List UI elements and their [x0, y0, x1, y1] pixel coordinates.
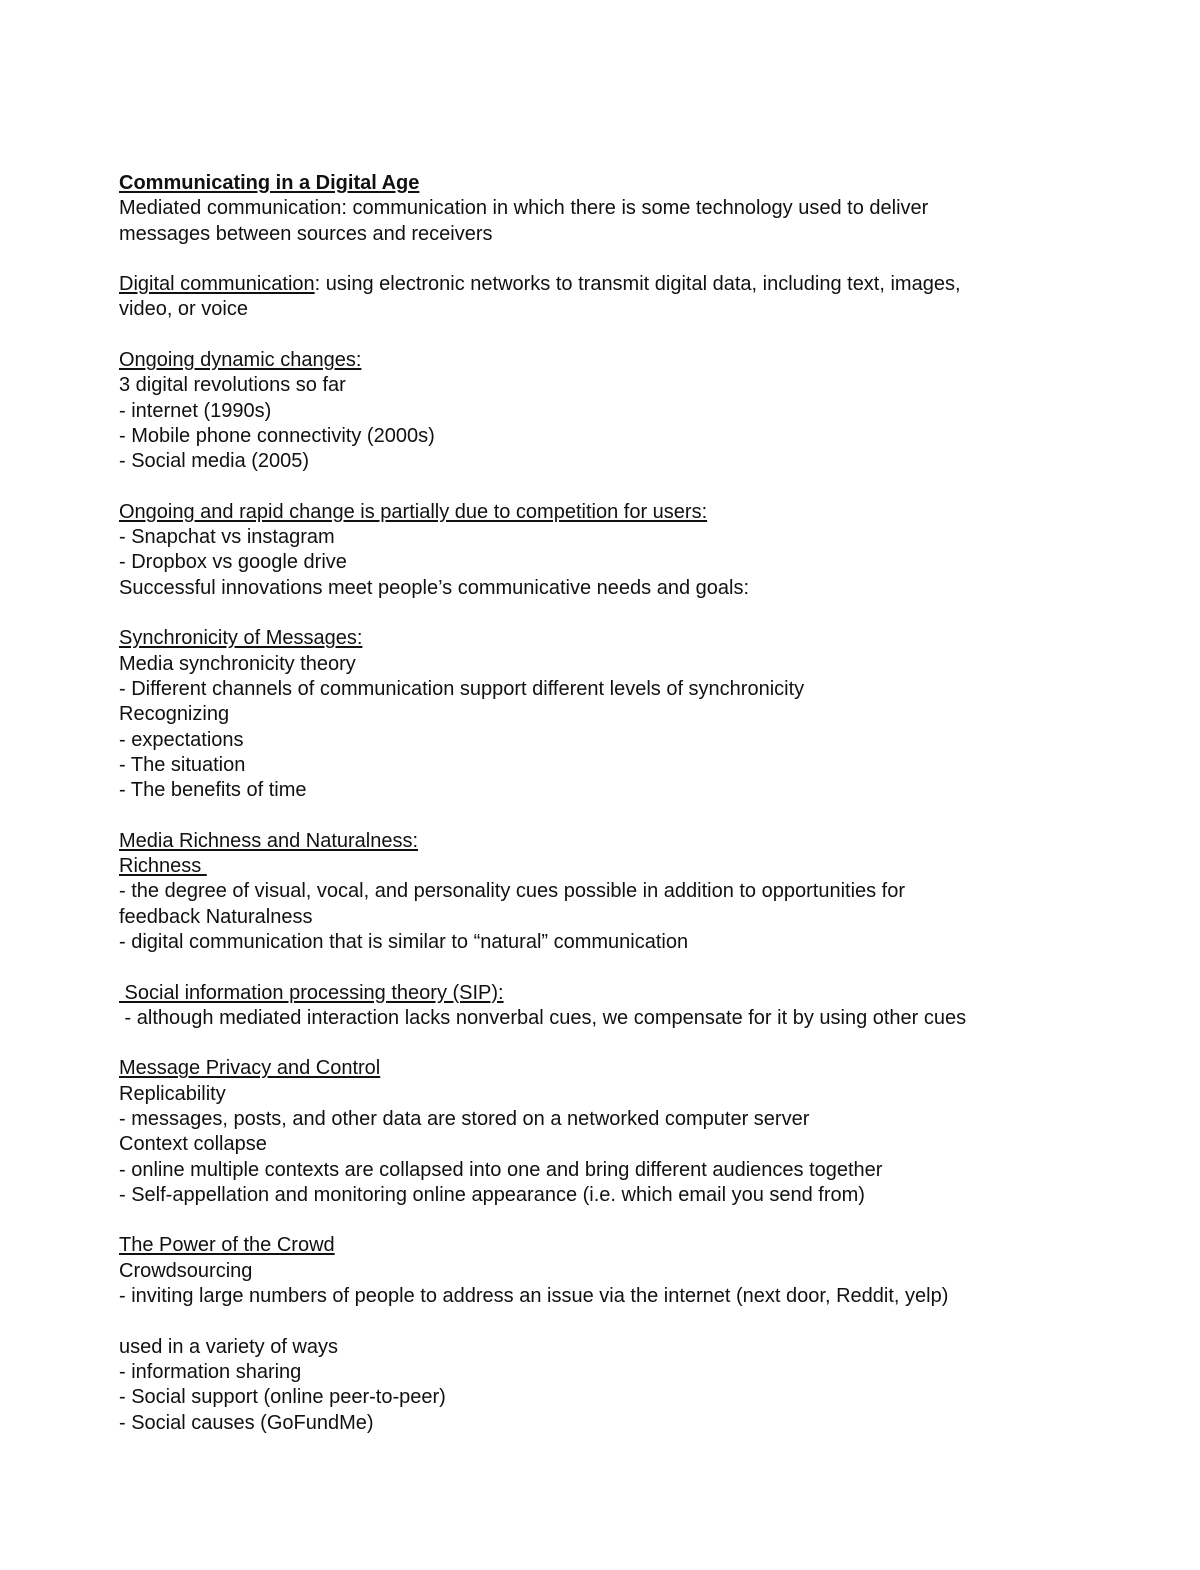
spacer: [119, 323, 1119, 348]
spacer: [119, 1309, 1119, 1334]
privacy-line: Context collapse: [119, 1133, 267, 1156]
richness-line: feedback Naturalness: [119, 905, 313, 928]
ongoing-line: - internet (1990s): [119, 399, 272, 422]
section-heading-synchronicity: Synchronicity of Messages:: [119, 627, 363, 650]
document-body: [119, 171, 1119, 1436]
section-heading-sip: Social information processing theory (SIP):: [119, 981, 504, 1004]
competition-line: - Dropbox vs google drive: [119, 551, 347, 574]
digital-term: Digital communication: [119, 273, 315, 296]
synchronicity-line: - Different channels of communication support different levels of synchronicity: [119, 677, 805, 700]
section-heading-competition: Ongoing and rapid change is partially due to competition for users:: [119, 500, 708, 523]
privacy-line: - online multiple contexts are collapsed into one and bring different audiences together: [119, 1158, 883, 1181]
ongoing-line: - Mobile phone connectivity (2000s): [119, 424, 435, 447]
spacer: [119, 1031, 1119, 1056]
section-heading-privacy: Message Privacy and Control: [119, 1057, 381, 1080]
richness-subheading: Richness: [119, 855, 207, 878]
mediated-definition-line-1: Mediated communication: communication in which there is some technology used to deliver: [119, 197, 929, 220]
richness-line: - digital communication that is similar to “natural” communication: [119, 930, 689, 953]
synchronicity-line: - The benefits of time: [119, 779, 307, 802]
spacer: [119, 475, 1119, 500]
synchronicity-line: Recognizing: [119, 703, 230, 726]
uses-line: used in a variety of ways: [119, 1335, 338, 1358]
spacer: [119, 601, 1119, 626]
privacy-line: - messages, posts, and other data are stored on a networked computer server: [119, 1107, 810, 1130]
synchronicity-line: - expectations: [119, 728, 244, 751]
uses-line: - Social support (online peer-to-peer): [119, 1386, 446, 1409]
spacer: [119, 247, 1119, 272]
digital-definition-line-2: video, or voice: [119, 298, 248, 321]
document-title: Communicating in a Digital Age: [119, 172, 420, 194]
digital-definition-text: : using electronic networks to transmit digital data, including text, images,: [314, 273, 961, 296]
richness-line: - the degree of visual, vocal, and personality cues possible in addition to opportunities for: [119, 880, 906, 903]
synchronicity-line: Media synchronicity theory: [119, 652, 356, 675]
crowd-line: - inviting large numbers of people to address an issue via the internet (next door, Reddit, yelp): [119, 1285, 949, 1308]
mediated-definition-line-2: messages between sources and receivers: [119, 222, 493, 245]
competition-line: - Snapchat vs instagram: [119, 526, 335, 549]
section-heading-richness: Media Richness and Naturalness:: [119, 829, 419, 852]
crowd-line: Crowdsourcing: [119, 1259, 253, 1282]
privacy-line: - Self-appellation and monitoring online appearance (i.e. which email you send from): [119, 1183, 865, 1206]
spacer: [119, 955, 1119, 980]
uses-line: - information sharing: [119, 1360, 302, 1383]
privacy-line: Replicability: [119, 1082, 226, 1105]
uses-line: - Social causes (GoFundMe): [119, 1411, 374, 1434]
ongoing-line: 3 digital revolutions so far: [119, 374, 346, 397]
section-heading-crowd: The Power of the Crowd: [119, 1234, 335, 1257]
synchronicity-line: - The situation: [119, 753, 246, 776]
ongoing-line: - Social media (2005): [119, 450, 310, 473]
spacer: [119, 803, 1119, 828]
digital-definition-line-1: [119, 272, 1119, 297]
sip-line: - although mediated interaction lacks nonverbal cues, we compensate for it by using other cues: [119, 1006, 967, 1029]
section-heading-ongoing: Ongoing dynamic changes:: [119, 349, 362, 372]
competition-line: Successful innovations meet people’s communicative needs and goals:: [119, 576, 749, 599]
spacer: [119, 1208, 1119, 1233]
